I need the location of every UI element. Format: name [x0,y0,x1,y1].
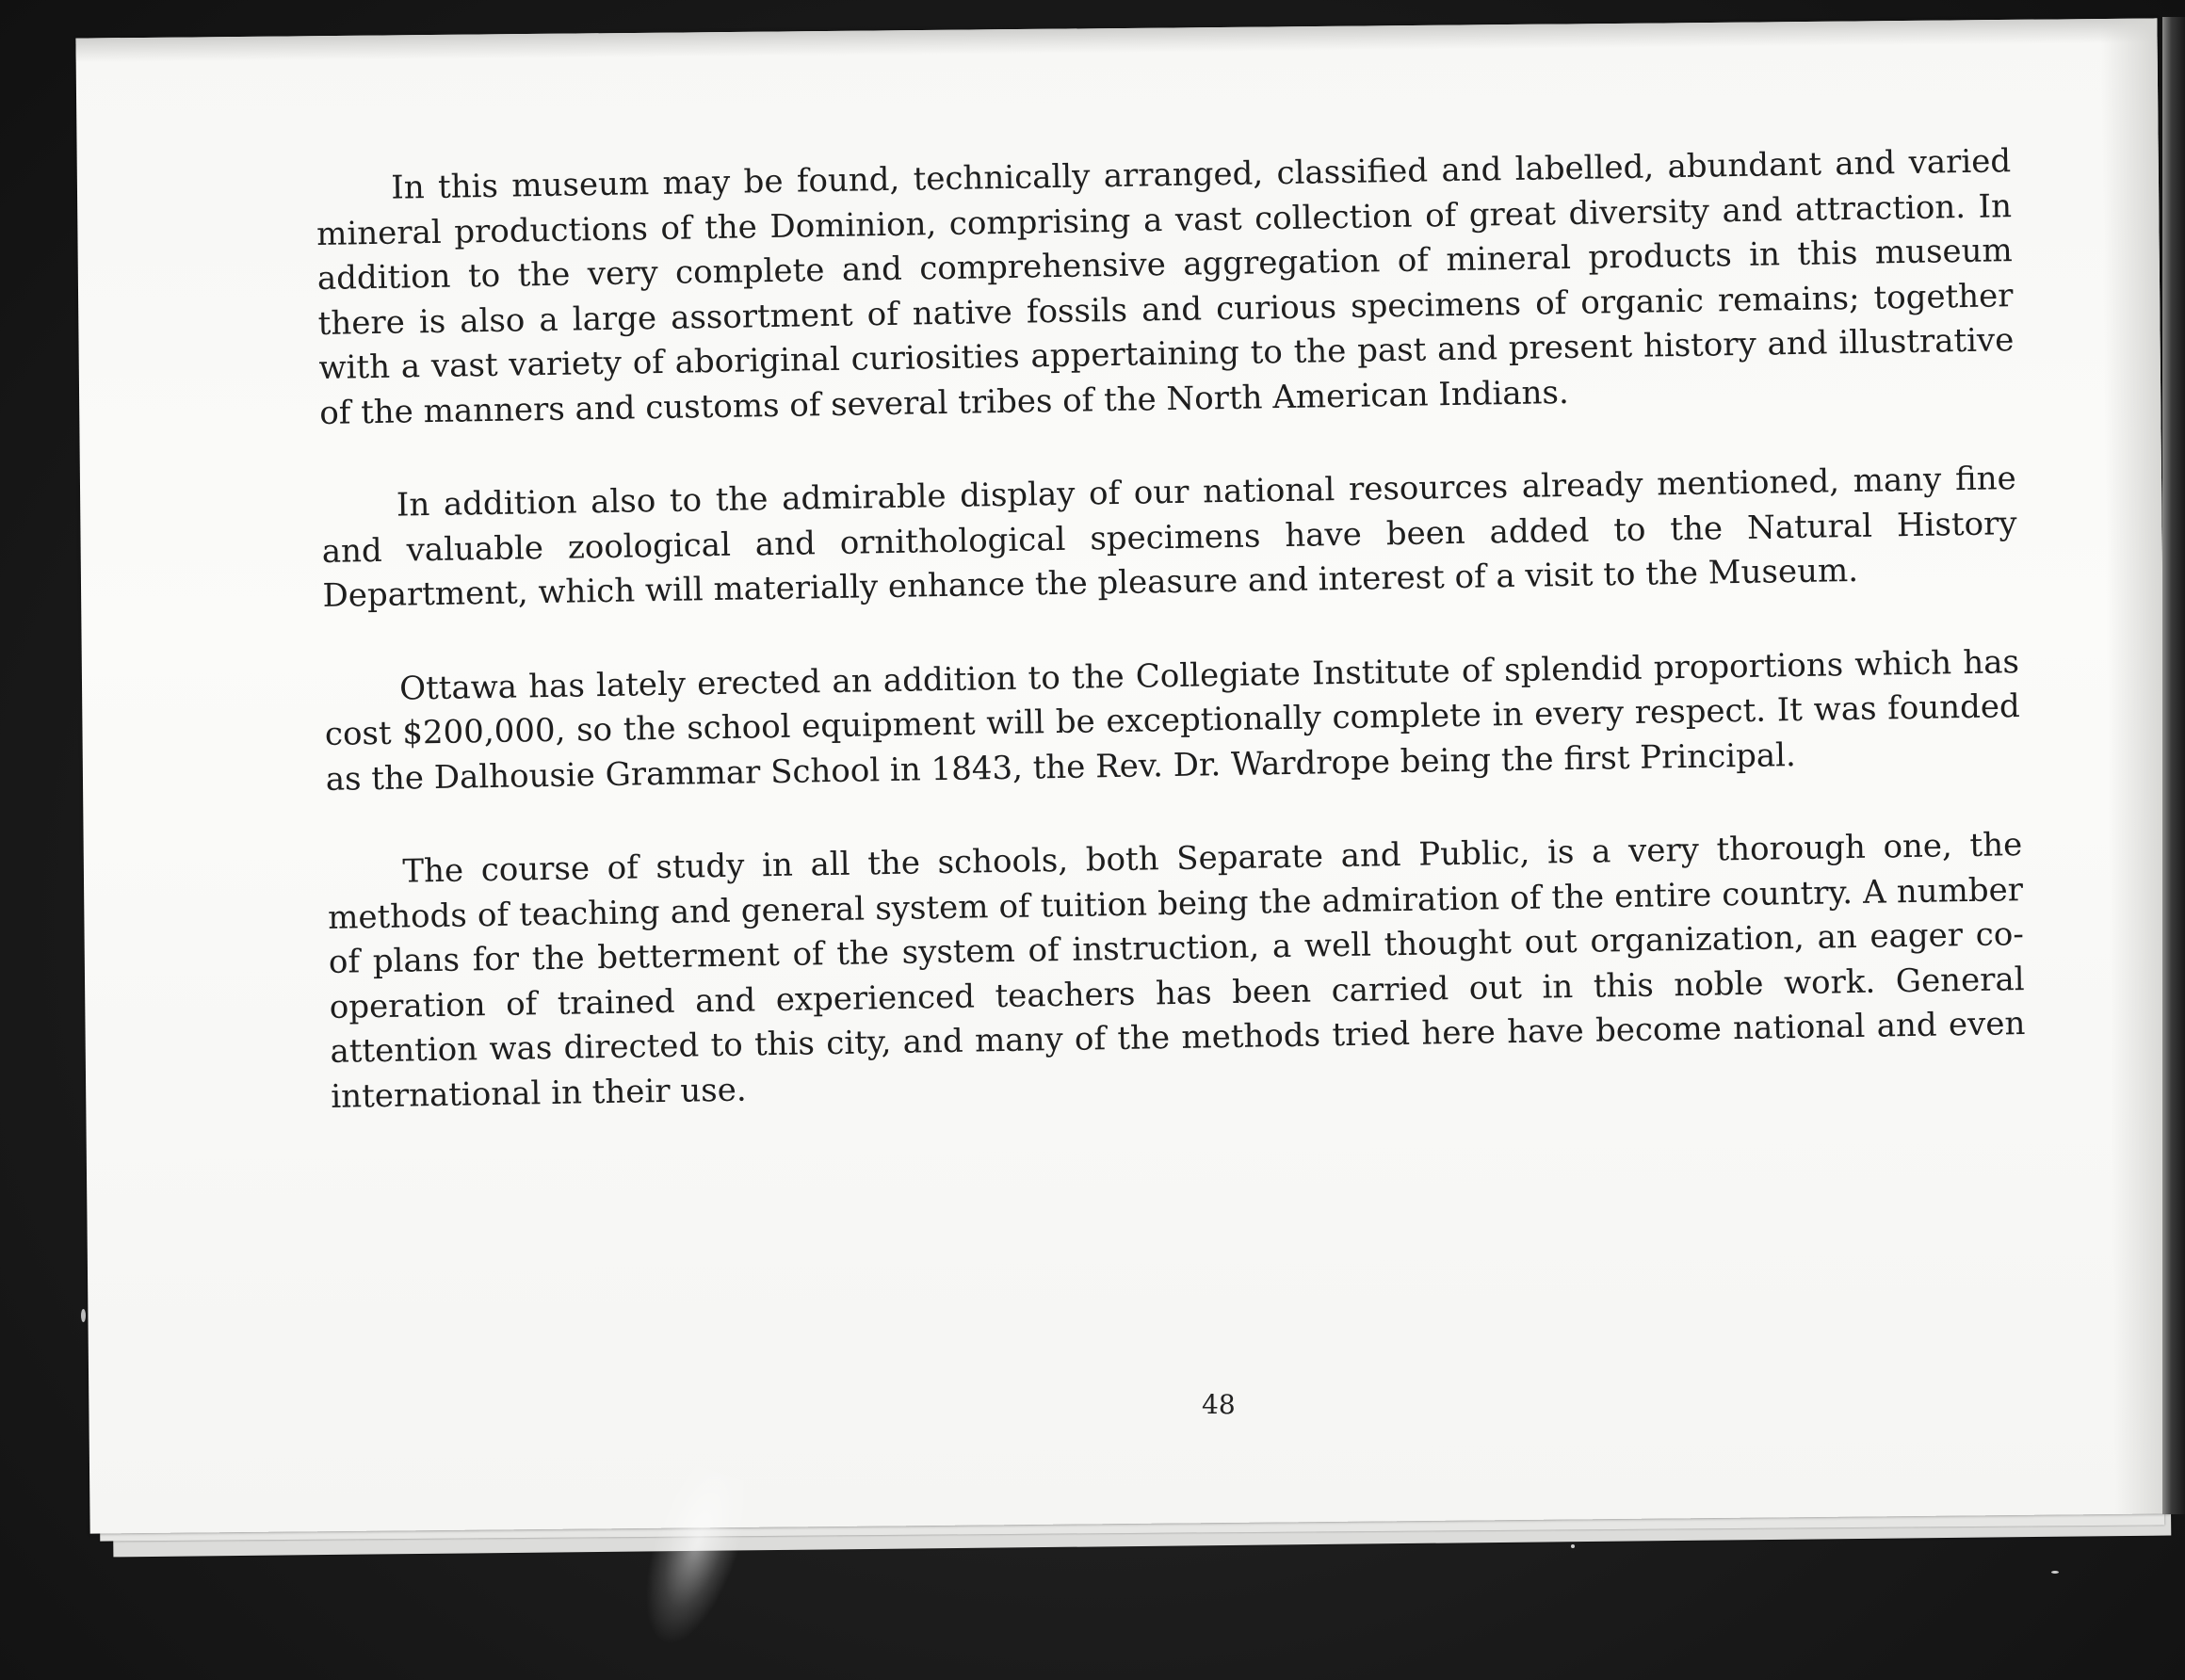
page-body-text [316,139,2027,1169]
paragraph-collegiate-institute: Ottawa has lately erected an addition to the Collegiate Institute of splendid proportions which has cost $200,000, so the school equipment will be exceptionally complete in every respect. It was founded as the Dalhousie Grammar School in 1843, the Rev. Dr. Wardrope being the first Principal. [324,642,2021,799]
paragraph-course-of-study: The course of study in all the schools, both Separate and Public, is a very thorough one, the methods of teaching and general system of tuition being the admiration of the entire country. A number of plans for the betterment of the system of instruction, a well thought out organization, an eager co-operation of trained and experienced teachers has been carried out in this noble work. General attention was directed to this city, and many of the methods tried here have become national and even international in their use. [327,826,2026,1116]
paragraph-museum-minerals: In this museum may be found, technically arranged, classified and labelled, abundant and varied mineral productions of the Dominion, comprising a vast collection of great diversity and attraction. In addition to the very complete and comprehensive aggregation of mineral products in this museum there is also a large assortment of native fossils and curious specimens of organic remains; together with a vast variety of aboriginal curiosities appertaining to the past and present history and illustrative of the manners and customs of several tribes of the North American Indians. [316,142,2015,432]
page-number: 48 [1202,1389,1236,1420]
dust-speck [81,1309,86,1322]
paragraph-natural-history: In addition also to the admirable display of our national resources already mentioned, many fine and valuable zoological and ornithological specimens have been added to the Natural History Department, which will materially enhance the pleasure and interest of a visit to the Museum. [321,460,2017,615]
dust-speck [1571,1544,1575,1548]
book-binding-edge [2162,17,2185,1514]
dust-speck [2051,1571,2059,1574]
